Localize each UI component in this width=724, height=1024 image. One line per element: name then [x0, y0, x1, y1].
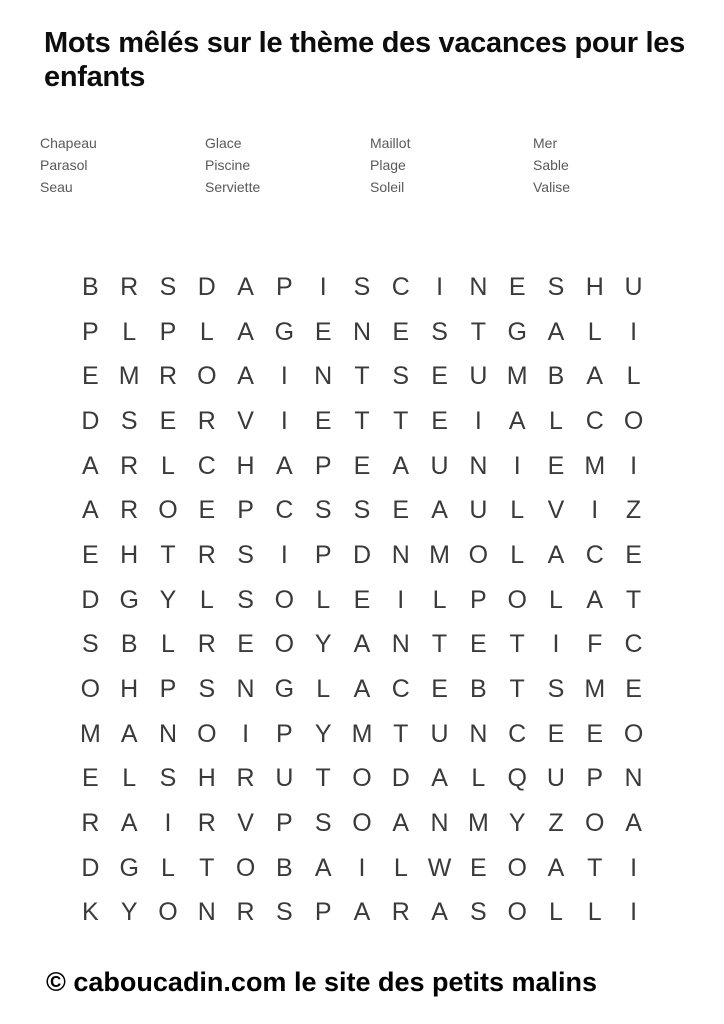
grid-letter: T — [509, 630, 525, 659]
grid-letter: L — [122, 317, 137, 346]
grid-letter: N — [624, 764, 643, 793]
grid-letter: E — [353, 585, 371, 614]
grid-letter: I — [474, 406, 482, 435]
grid-letter: L — [393, 853, 408, 882]
grid-letter: N — [469, 272, 488, 301]
grid-letter: A — [237, 317, 254, 346]
grid-letter: O — [80, 675, 101, 704]
grid-letter: G — [274, 317, 295, 346]
grid-letter: M — [506, 362, 528, 391]
grid-letter: N — [391, 630, 410, 659]
grid-letter: A — [625, 809, 642, 838]
grid-letter: O — [507, 853, 527, 882]
word-list-item: Glace — [205, 135, 242, 151]
grid-letter: N — [352, 317, 371, 346]
grid-letter: O — [352, 809, 372, 838]
grid-letter: D — [391, 764, 410, 793]
grid-letter: L — [199, 585, 214, 614]
grid-letter: B — [120, 630, 138, 659]
grid-letter: A — [547, 317, 565, 346]
grid-letter: P — [586, 764, 604, 793]
grid-letter: O — [623, 406, 644, 435]
grid-letter: N — [430, 809, 449, 838]
grid-letter: U — [546, 764, 565, 793]
grid-letter: M — [584, 675, 606, 704]
grid-letter: E — [353, 451, 371, 480]
grid-letter: I — [513, 451, 521, 480]
grid-letter: E — [625, 675, 642, 704]
grid-letter: G — [507, 317, 527, 346]
grid-letter: P — [82, 317, 99, 346]
word-list-item: Mer — [533, 135, 558, 151]
grid-letter: E — [431, 406, 448, 435]
grid-letter: G — [274, 675, 295, 704]
grid-letter: M — [429, 540, 450, 569]
grid-letter: B — [82, 272, 99, 301]
grid-letter: E — [508, 272, 526, 301]
grid-letter: B — [470, 675, 487, 704]
grid-letter: D — [81, 853, 100, 882]
grid-letter: P — [276, 809, 293, 838]
grid-letter: R — [81, 809, 100, 838]
grid-letter: A — [431, 898, 448, 927]
grid-letter: D — [81, 406, 100, 435]
grid-letter: Y — [314, 630, 332, 659]
grid-letter: I — [358, 853, 366, 882]
word-list-item: Piscine — [205, 157, 251, 173]
grid-letter: P — [276, 272, 293, 301]
grid-letter: E — [82, 362, 99, 391]
grid-letter: L — [122, 764, 137, 793]
grid-letter: A — [82, 451, 99, 480]
grid-letter: S — [392, 362, 410, 391]
grid-letter: T — [470, 317, 486, 346]
grid-letter: I — [630, 451, 638, 480]
grid-letter: A — [392, 451, 410, 480]
grid-letter: O — [158, 898, 178, 927]
grid-letter: D — [197, 272, 216, 301]
grid-letter: A — [431, 496, 448, 525]
grid-letter: N — [158, 719, 178, 748]
grid-letter: I — [630, 317, 638, 346]
grid-letter: L — [510, 496, 525, 525]
grid-letter: O — [274, 585, 295, 614]
grid-letter: L — [587, 317, 602, 346]
grid-letter: L — [199, 317, 214, 346]
grid-letter: S — [159, 764, 177, 793]
grid-letter: I — [630, 853, 638, 882]
grid-letter: W — [427, 853, 452, 882]
grid-letter: E — [431, 675, 448, 704]
grid-letter: E — [82, 764, 99, 793]
grid-letter: Y — [508, 809, 526, 838]
grid-letter: I — [319, 272, 327, 301]
grid-letter: U — [469, 362, 488, 391]
grid-letter: T — [431, 630, 448, 659]
grid-letter: I — [630, 898, 638, 927]
grid-letter: M — [351, 719, 373, 748]
grid-letter: S — [314, 809, 332, 838]
grid-letter: T — [587, 853, 603, 882]
grid-letter: V — [237, 809, 254, 838]
grid-letter: F — [587, 630, 603, 659]
grid-letter: T — [354, 406, 370, 435]
grid-letter: H — [197, 764, 216, 793]
grid-letter: S — [237, 540, 254, 569]
word-list-item: Seau — [40, 179, 73, 195]
grid-letter: P — [314, 898, 332, 927]
grid-letter: E — [314, 317, 332, 346]
grid-letter: L — [161, 853, 175, 882]
grid-letter: I — [280, 406, 288, 435]
footer-credit: © caboucadin.com le site des petits malins — [46, 967, 598, 997]
grid-letter: E — [625, 540, 642, 569]
grid-letter: I — [397, 585, 405, 614]
grid-letter: P — [470, 585, 487, 614]
grid-letter: T — [625, 585, 642, 614]
grid-letter: A — [120, 719, 138, 748]
grid-letter: C — [391, 272, 410, 301]
grid-letter: S — [82, 630, 99, 659]
grid-letter: C — [585, 406, 604, 435]
grid-letter: P — [159, 317, 177, 346]
grid-letter: P — [314, 540, 332, 569]
grid-letter: R — [197, 809, 216, 838]
grid-letter: A — [508, 406, 526, 435]
grid-letter: S — [237, 585, 254, 614]
grid-letter: E — [547, 451, 565, 480]
grid-letter: N — [236, 675, 255, 704]
grid-letter: T — [354, 362, 370, 391]
grid-letter: N — [469, 451, 488, 480]
grid-letter: I — [280, 362, 288, 391]
grid-letter: T — [393, 719, 409, 748]
page-title: Mots mêlés sur le thème des vacances pour les enfants — [44, 27, 685, 93]
word-list — [40, 132, 693, 198]
grid-letter: A — [82, 496, 99, 525]
grid-letter: L — [510, 540, 525, 569]
grid-letter: E — [314, 406, 332, 435]
grid-letter: P — [276, 719, 293, 748]
grid-letter: S — [198, 675, 216, 704]
grid-letter: O — [352, 764, 372, 793]
grid-letter: E — [431, 362, 448, 391]
word-list-item: Soleil — [370, 179, 405, 195]
grid-letter: G — [119, 585, 139, 614]
grid-letter: I — [552, 630, 560, 659]
grid-letter: L — [471, 764, 486, 793]
grid-letter: A — [547, 853, 565, 882]
grid-letter: O — [623, 719, 644, 748]
grid-letter: C — [275, 496, 294, 525]
grid-letter: R — [197, 406, 216, 435]
grid-letter: E — [470, 853, 487, 882]
grid-letter: B — [547, 362, 565, 391]
grid-letter: E — [392, 496, 410, 525]
grid-letter: A — [547, 540, 565, 569]
grid-letter: R — [120, 272, 139, 301]
grid-letter: E — [237, 630, 254, 659]
word-list-item: Plage — [370, 157, 406, 173]
grid-letter: E — [198, 496, 216, 525]
grid-letter: E — [392, 317, 410, 346]
grid-letter: O — [468, 540, 489, 569]
grid-letter: C — [391, 675, 410, 704]
grid-letter: E — [82, 540, 99, 569]
grid-letter: L — [587, 898, 602, 927]
grid-letter: G — [119, 853, 139, 882]
grid-letter: R — [120, 496, 139, 525]
grid-letter: T — [315, 764, 331, 793]
grid-letter: L — [161, 451, 175, 480]
grid-letter: O — [197, 362, 217, 391]
grid-letter: I — [591, 496, 599, 525]
grid-letter: R — [391, 898, 410, 927]
grid-letter: O — [585, 809, 605, 838]
grid-letter: A — [353, 630, 371, 659]
grid-letter: L — [432, 585, 447, 614]
grid-letter: R — [236, 898, 255, 927]
grid-letter: T — [393, 406, 409, 435]
grid-letter: R — [197, 540, 216, 569]
grid-letter: U — [430, 719, 449, 748]
grid-letter: O — [235, 853, 256, 882]
grid-letter: S — [431, 317, 448, 346]
grid-letter: T — [509, 675, 525, 704]
grid-letter: R — [236, 764, 255, 793]
grid-letter: K — [82, 898, 99, 927]
grid-letter: B — [276, 853, 293, 882]
grid-letter: C — [508, 719, 527, 748]
grid-letter: Y — [314, 719, 332, 748]
grid-letter: T — [160, 540, 176, 569]
grid-letter: I — [436, 272, 444, 301]
word-list-item: Parasol — [40, 157, 88, 173]
word-list-item: Serviette — [205, 179, 261, 195]
grid-letter: E — [470, 630, 487, 659]
grid-letter: N — [197, 898, 216, 927]
grid-letter: A — [392, 809, 410, 838]
grid-letter: N — [469, 719, 488, 748]
grid-letter: A — [431, 764, 448, 793]
grid-letter: U — [624, 272, 643, 301]
grid-letter: M — [79, 719, 101, 748]
grid-letter: S — [314, 496, 332, 525]
grid-letter: S — [353, 496, 371, 525]
word-list-item: Maillot — [370, 135, 411, 151]
grid-letter: A — [237, 362, 254, 391]
grid-letter: L — [161, 630, 175, 659]
word-list-item: Sable — [533, 157, 569, 173]
grid-letter: C — [197, 451, 216, 480]
grid-letter: R — [197, 630, 216, 659]
grid-letter: H — [120, 675, 139, 704]
grid-letter: E — [159, 406, 177, 435]
grid-letter: A — [276, 451, 293, 480]
grid-letter: P — [314, 451, 332, 480]
grid-letter: E — [547, 719, 565, 748]
grid-letter: R — [158, 362, 178, 391]
grid-letter: S — [353, 272, 371, 301]
grid-letter: L — [316, 675, 331, 704]
grid-letter: M — [118, 362, 140, 391]
grid-letter: M — [467, 809, 489, 838]
grid-letter: H — [120, 540, 139, 569]
grid-letter: A — [120, 809, 138, 838]
letter-grid — [71, 265, 653, 935]
grid-letter: S — [470, 898, 487, 927]
grid-letter: I — [164, 809, 172, 838]
grid-letter: L — [549, 585, 563, 614]
grid-letter: V — [547, 496, 565, 525]
grid-letter: C — [624, 630, 643, 659]
grid-letter: M — [584, 451, 606, 480]
grid-letter: O — [274, 630, 295, 659]
grid-letter: A — [353, 675, 371, 704]
grid-letter: Z — [625, 496, 642, 525]
word-list-item: Chapeau — [40, 135, 97, 151]
grid-letter: E — [586, 719, 604, 748]
grid-letter: A — [314, 853, 332, 882]
grid-letter: Q — [507, 764, 527, 793]
grid-letter: A — [237, 272, 254, 301]
grid-letter: D — [81, 585, 100, 614]
grid-letter: N — [391, 540, 410, 569]
grid-letter: V — [237, 406, 254, 435]
word-list-item: Valise — [533, 179, 571, 195]
grid-letter: A — [586, 585, 604, 614]
grid-letter: O — [507, 585, 527, 614]
grid-letter: C — [585, 540, 604, 569]
grid-letter: S — [276, 898, 293, 927]
grid-letter: S — [547, 675, 565, 704]
grid-letter: A — [586, 362, 604, 391]
grid-letter: U — [275, 764, 294, 793]
grid-letter: U — [430, 451, 449, 480]
grid-letter: Y — [159, 585, 177, 614]
grid-letter: L — [626, 362, 641, 391]
grid-letter: P — [237, 496, 254, 525]
grid-letter: H — [585, 272, 604, 301]
grid-letter: D — [352, 540, 371, 569]
grid-letter: L — [316, 585, 331, 614]
grid-letter: S — [547, 272, 565, 301]
grid-letter: O — [197, 719, 217, 748]
grid-letter: L — [549, 898, 563, 927]
grid-letter: N — [314, 362, 333, 391]
grid-letter: O — [158, 496, 178, 525]
grid-letter: A — [353, 898, 371, 927]
grid-letter: T — [199, 853, 215, 882]
grid-letter: S — [159, 272, 177, 301]
grid-letter: I — [242, 719, 250, 748]
grid-letter: Z — [548, 809, 564, 838]
grid-letter: U — [469, 496, 488, 525]
grid-letter: P — [159, 675, 177, 704]
grid-letter: Y — [120, 898, 138, 927]
grid-letter: R — [120, 451, 139, 480]
grid-letter: O — [507, 898, 527, 927]
grid-letter: L — [549, 406, 563, 435]
grid-letter: I — [280, 540, 288, 569]
grid-letter: S — [120, 406, 138, 435]
grid-letter: H — [236, 451, 255, 480]
